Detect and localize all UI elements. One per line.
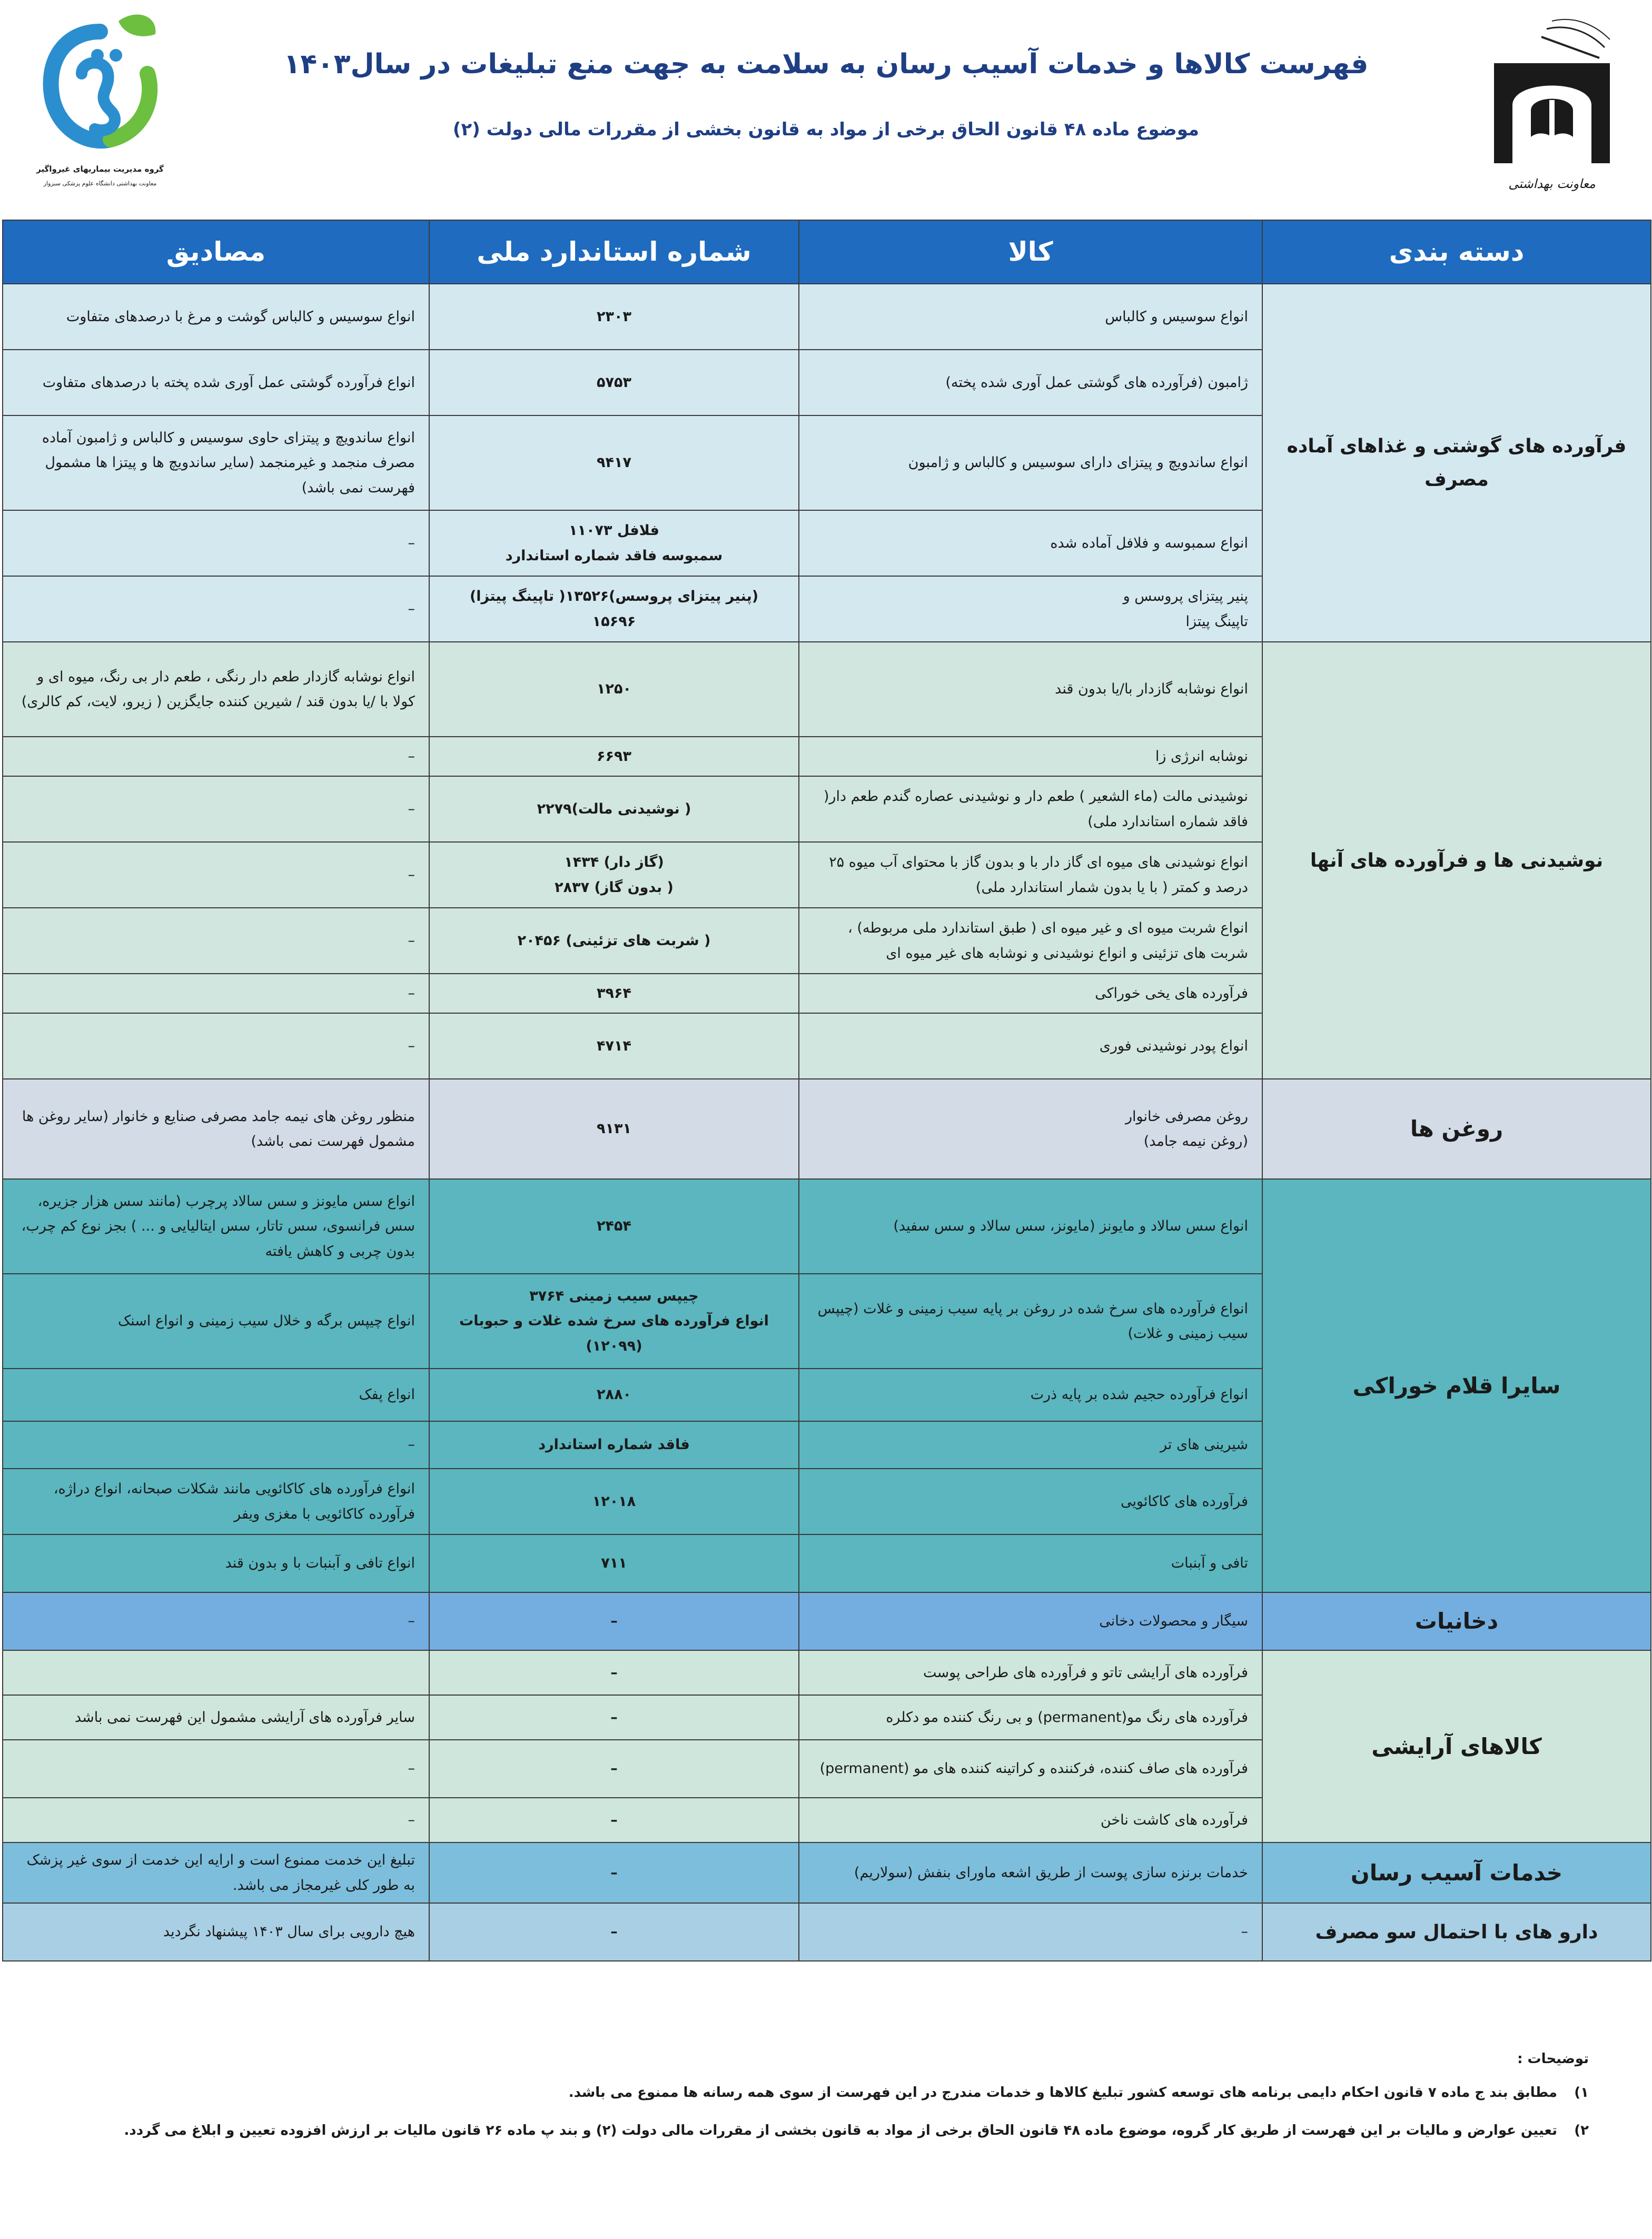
examples-cell: انواع سوسیس و کالباس گوشت و مرغ با درصدهای متفاوت [3,284,429,350]
examples-cell: – [3,908,429,974]
examples-cell: – [3,1592,429,1650]
category-cell: دارو های با احتمال سو مصرف [1262,1903,1651,1961]
university-emblem-icon [1473,16,1631,174]
standard-cell: – [429,1695,799,1740]
examples-cell: – [3,737,429,776]
notes [62,2051,1589,2161]
standard-cell: ( شربت های تزئینی) ۲۰۴۵۶ [429,908,799,974]
health-deputy-logo [1473,16,1631,205]
standard-cell: (گاز دار) ۱۴۳۴ ( بدون گاز) ۲۸۳۷ [429,842,799,908]
goods-cell: فرآورده های آرایشی تاتو و فرآورده های طراحی پوست [799,1650,1262,1695]
category-cell: کالاهای آرایشی [1262,1650,1651,1842]
page-title: فهرست کالاها و خدمات آسیب رسان به سلامت به جهت منع تبلیغات در سال۱۴۰۳ [283,48,1369,80]
goods-cell: انواع سمبوسه و فلافل آماده شده [799,510,1262,576]
goods-cell: نوشیدنی مالت (ماء الشعیر ) طعم دار و نوشیدنی عصاره گندم طعم دار( فاقد شماره استاندارد ملی) [799,776,1262,842]
examples-cell: تبلیغ این خدمت ممنوع است و ارایه این خدمت از سوی غیر پزشک به طور کلی غیرمجاز می باشد. [3,1842,429,1903]
examples-cell: انواع پفک [3,1369,429,1421]
goods-cell: انواع شربت میوه ای و غیر میوه ای ( طبق استاندارد ملی مربوطه) ، شربت های تزئینی و انواع نوشیدنی و نوشابه های غیر میوه ای [799,908,1262,974]
ncd-logo-caption: گروه مدیریت بیماریهای غیرواگیر [36,164,164,174]
goods-cell: ژامبون (فرآورده های گوشتی عمل آوری شده پخته) [799,350,1262,415]
examples-cell: هیچ دارویی برای سال ۱۴۰۳ پیشنهاد نگردید [3,1903,429,1961]
note-number: ۲) [1574,2123,1589,2138]
category-cell: خدمات آسیب رسان [1262,1842,1651,1903]
standard-cell: فاقد شماره استاندارد [429,1421,799,1469]
goods-cell: فرآورده های صاف کننده، فرکننده و کراتینه کننده های مو (permanent) [799,1740,1262,1798]
goods-cell: انواع سس سالاد و مایونز (مایونز، سس سالاد و سس سفید) [799,1179,1262,1274]
goods-cell: انواع ساندویچ و پیتزای دارای سوسیس و کالباس و ژامبون [799,415,1262,510]
goods-cell: انواع نوشیدنی های میوه ای گاز دار با و بدون گاز با محتوای آب میوه ۲۵ درصد و کمتر ( با یا بدون شمار استاندارد ملی) [799,842,1262,908]
standard-cell: ۴۷۱۴ [429,1013,799,1079]
goods-cell: شیرینی های تر [799,1421,1262,1469]
standard-cell: – [429,1592,799,1650]
table-row [3,1842,1651,1903]
goods-cell: خدمات برنزه سازی پوست از طریق اشعه ماورای بنفش (سولاریم) [799,1842,1262,1903]
table-header-row [3,220,1651,284]
standard-cell: ۵۷۵۳ [429,350,799,415]
header-standard: شماره استاندارد ملی [429,220,799,284]
standard-cell: ۶۶۹۳ [429,737,799,776]
ncd-logo-icon [32,11,169,158]
goods-cell: انواع پودر نوشیدنی فوری [799,1013,1262,1079]
goods-cell: فرآورده های کاشت ناخن [799,1798,1262,1842]
goods-cell: فرآورده های رنگ مو(permanent) و بی رنگ کننده مو دکلره [799,1695,1262,1740]
category-cell: دخانیات [1262,1592,1651,1650]
examples-cell: انواع ساندویچ و پیتزای حاوی سوسیس و کالباس و ژامبون آماده مصرف منجمد و غیرمنجمد (سایر ساندویچ ها و پیتزا ها مشمول فهرست نمی باشد) [3,415,429,510]
note-text: تعیین عوارض و مالیات بر این فهرست از طریق کار گروه، موضوع ماده ۴۸ قانون الحاق برخی از مواد به قانون بخشی از مقررات مالی دولت (۲) و بند پ ماده ۲۶ قانون مالیات بر ارزش افزوده تعیین و ابلاغ می گردد. [124,2123,1557,2138]
examples-cell: انواع فرآورده های کاکائویی مانند شکلات صبحانه، انواع دراژه، فرآورده کاکائویی با مغزی ویفر [3,1469,429,1534]
examples-cell: – [3,974,429,1013]
examples-cell: – [3,1013,429,1079]
examples-cell: – [3,1740,429,1798]
header-category: دسته بندی [1262,220,1651,284]
table-row [3,1179,1651,1274]
header-examples: مصادیق [3,220,429,284]
examples-cell [3,1650,429,1695]
note-item [62,2085,1589,2101]
standard-cell: ۹۱۳۱ [429,1079,799,1179]
standard-cell: – [429,1740,799,1798]
examples-cell: – [3,842,429,908]
ncd-logo-subcaption: معاونت بهداشتی دانشگاه علوم پزشکی سبزوار [43,180,157,187]
standard-cell: – [429,1903,799,1961]
category-cell: فرآورده های گوشتی و غذاهای آماده مصرف [1262,284,1651,642]
ncd-group-logo [21,11,179,190]
goods-cell: تافی و آبنبات [799,1534,1262,1592]
note-number: ۱) [1574,2085,1589,2101]
goods-cell: انواع فرآورده حجیم شده بر پایه ذرت [799,1369,1262,1421]
goods-cell: انواع نوشابه گازدار با/یا بدون قند [799,642,1262,737]
standard-cell: ۱۲۵۰ [429,642,799,737]
table-row [3,1903,1651,1961]
category-cell: نوشیدنی ها و فرآورده های آنها [1262,642,1651,1079]
page-subtitle: موضوع ماده ۴۸ قانون الحاق برخی از مواد به قانون بخشی از مقررات مالی دولت (۲) [452,119,1200,140]
standard-cell: ۱۲۰۱۸ [429,1469,799,1534]
examples-cell: سایر فرآورده های آرایشی مشمول این فهرست نمی باشد [3,1695,429,1740]
standard-cell: چیپس سیب زمینی ۳۷۶۴ انواع فرآورده های سرخ شده غلات و حبوبات (۱۲۰۹۹) [429,1274,799,1369]
goods-cell: سیگار و محصولات دخانی [799,1592,1262,1650]
standard-cell: – [429,1798,799,1842]
examples-cell: انواع سس مایونز و سس سالاد پرچرب (مانند سس هزار جزیره، سس فرانسوی، سس تاتار، سس ایتالیایی و ... ) بجز نوع کم چرب، بدون چربی و کاهش یافته [3,1179,429,1274]
goods-cell: پنیر پیتزای پروسس و تاپینگ پیتزا [799,576,1262,642]
standard-cell: (پنیر پیتزای پروسس)۱۳۵۲۶( تاپینگ پیتزا) ۱۵۶۹۶ [429,576,799,642]
standard-cell: فلافل ۱۱۰۷۳ سمبوسه فاقد شماره استاندارد [429,510,799,576]
goods-cell: – [799,1903,1262,1961]
goods-cell: انواع فرآورده های سرخ شده در روغن بر پایه سیب زمینی و غلات (چیپس سیب زمینی و غلات) [799,1274,1262,1369]
standard-cell: ۲۳۰۳ [429,284,799,350]
harmful-goods-table [2,220,1651,1961]
goods-cell: نوشابه انرژی زا [799,737,1262,776]
examples-cell: انواع تافی و آبنبات با و بدون قند [3,1534,429,1592]
examples-cell: انواع نوشابه گازدار طعم دار رنگی ، طعم دار بی رنگ، میوه ای و کولا با /یا بدون قند / شیرین کننده جایگزین ( زیرو، لایت، کم کالری) [3,642,429,737]
examples-cell: انواع چیپس برگه و خلال سیب زمینی و انواع اسنک [3,1274,429,1369]
standard-cell: ۹۴۱۷ [429,415,799,510]
category-cell: روغن ها [1262,1079,1651,1179]
goods-cell: روغن مصرفی خانوار (روغن نیمه جامد) [799,1079,1262,1179]
standard-cell: ۷۱۱ [429,1534,799,1592]
examples-cell: – [3,510,429,576]
table-row [3,1592,1651,1650]
standard-cell: ۲۸۸۰ [429,1369,799,1421]
notes-heading: توضیحات : [1517,2051,1589,2067]
standard-cell: – [429,1842,799,1903]
table-row [3,1650,1651,1695]
header-goods: کالا [799,220,1262,284]
standard-cell: ۳۹۶۴ [429,974,799,1013]
note-item [62,2123,1589,2138]
table-row [3,642,1651,737]
standard-cell: ۲۴۵۴ [429,1179,799,1274]
examples-cell: – [3,1421,429,1469]
table-row [3,284,1651,350]
examples-cell: – [3,576,429,642]
examples-cell: – [3,776,429,842]
goods-cell: فرآورده های کاکائویی [799,1469,1262,1534]
examples-cell: انواع فرآورده گوشتی عمل آوری شده پخته با درصدهای متفاوت [3,350,429,415]
note-text: مطابق بند ج ماده ۷ قانون احکام دایمی برنامه های توسعه کشور تبلیغ کالاها و خدمات مندرج در این فهرست از سوی همه رسانه ها ممنوع می باشد. [568,2085,1557,2101]
standard-cell: ( نوشیدنی مالت)۲۲۷۹ [429,776,799,842]
examples-cell: منظور روغن های نیمه جامد مصرفی صنایع و خانوار (سایر روغن ها مشمول فهرست نمی باشد) [3,1079,429,1179]
standard-cell: – [429,1650,799,1695]
goods-cell: انواع سوسیس و کالباس [799,284,1262,350]
category-cell: سایرا قلام خوراکی [1262,1179,1651,1592]
goods-cell: فرآورده های یخی خوراکی [799,974,1262,1013]
examples-cell: – [3,1798,429,1842]
health-deputy-caption: معاونت بهداشتی [1508,176,1596,191]
table-row [3,1079,1651,1179]
